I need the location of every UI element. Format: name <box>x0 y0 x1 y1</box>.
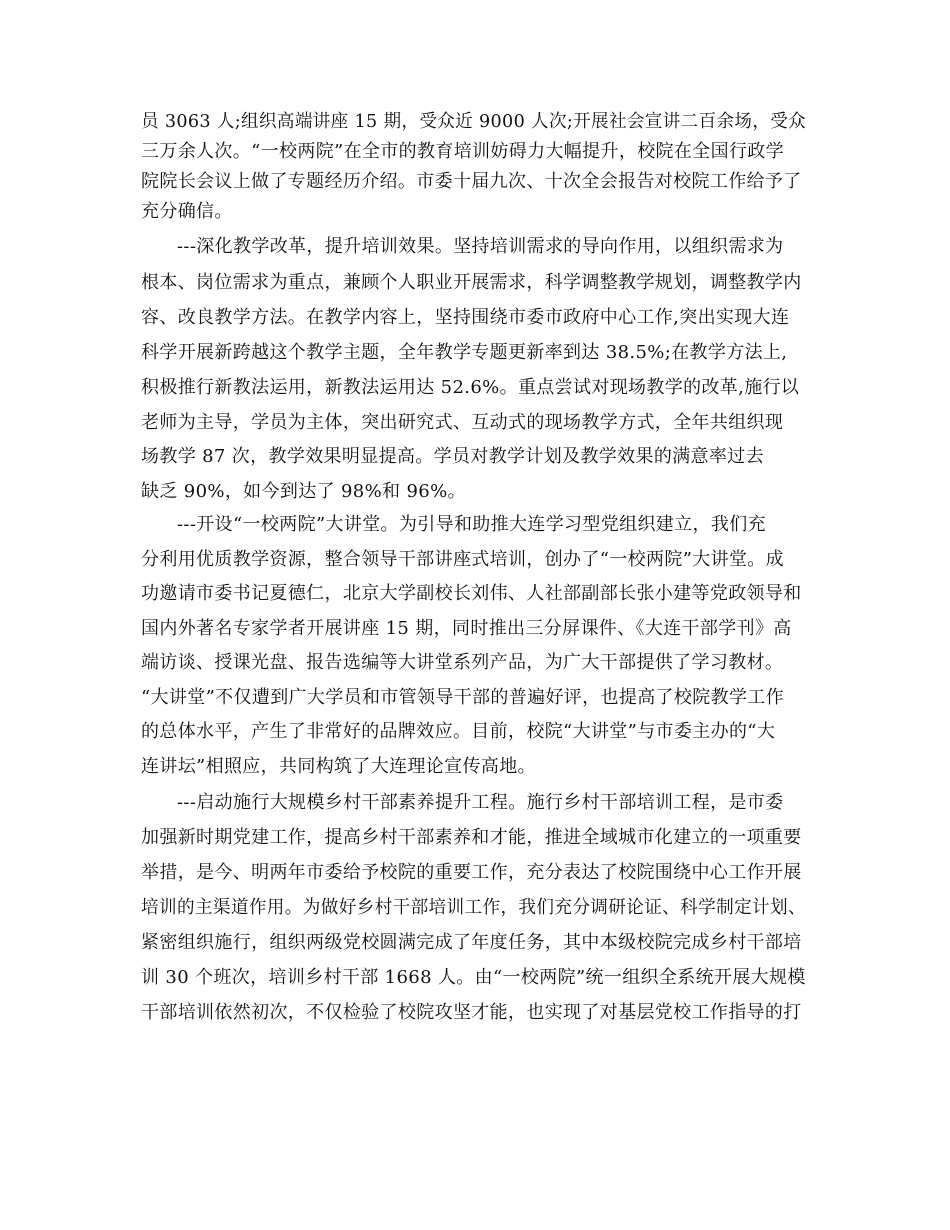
text-line: 紧密组织施行，组织两级党校圆满完成了年度任务，其中本级校院完成乡村干部培 <box>141 932 802 953</box>
text-line: 科学开展新跨越这个教学主题，全年教学专题更新率到达 38.5%;在教学方法上, <box>141 342 788 363</box>
paragraph-start-line: ---深化教学改革，提升培训效果。坚持培训需求的导向作用，以组织需求为 <box>177 236 784 257</box>
text-line: 三万余人次。“一校两院”在全市的教育培训妨碍力大幅提升，校院在全国行政学 <box>141 141 785 162</box>
text-line: 连讲坛”相照应，共同构筑了大连理论宣传高地。 <box>141 756 536 777</box>
text-line: 举措，是今、明两年市委给予校院的重要工作，充分表达了校院围绕中心工作开展 <box>141 862 802 883</box>
text-line: 培训的主渠道作用。为做好乡村干部培训工作，我们充分调研论证、科学制定计划、 <box>141 897 806 918</box>
text-line: 功邀请市委书记夏德仁，北京大学副校长刘伟、人社部副部长张小建等党政领导和 <box>141 583 802 604</box>
text-line: 充分确信。 <box>141 201 233 222</box>
text-line: 干部培训依然初次，不仅检验了校院攻坚才能，也实现了对基层党校工作指导的打 <box>141 1002 802 1023</box>
text-line: 缺乏 90%，如今到达了 98%和 96%。 <box>141 481 466 502</box>
text-line: 的总体水平，产生了非常好的品牌效应。目前，校院“大讲堂”与市委主办的“大 <box>141 721 776 742</box>
text-line: 分利用优质教学资源，整合领导干部讲座式培训，创办了“一校两院”大讲堂。成 <box>141 549 785 570</box>
text-line: 训 30 个班次，培训乡村干部 1668 人。由“一校两院”统一组织全系统开展大规模 <box>141 967 806 988</box>
text-line: 院院长会议上做了专题经历介绍。市委十届九次、十次全会报告对校院工作给予了 <box>141 171 802 192</box>
text-line: 加强新时期党建工作，提高乡村干部素养和才能，推进全域城市化建立的一项重要 <box>141 827 802 848</box>
text-line: 场教学 87 次，教学效果明显提高。学员对教学计划及教学效果的满意率过去 <box>141 446 764 467</box>
text-line: 根本、岗位需求为重点，兼顾个人职业开展需求，科学调整教学规划，调整教学内 <box>141 272 802 293</box>
text-line: 老师为主导，学员为主体，突出研究式、互动式的现场教学方式，全年共组织现 <box>141 412 784 433</box>
text-line: 端访谈、授课光盘、报告选编等大讲堂系列产品，为广大干部提供了学习教材。 <box>141 652 784 673</box>
text-line: 员 3063 人;组织高端讲座 15 期，受众近 9000 人次;开展社会宣讲二百余场，受众 <box>141 111 807 132</box>
text-line: 国内外著名专家学者开展讲座 15 期，同时推出三分屏课件、《大连干部学刊》高 <box>141 618 792 639</box>
text-line: 积极推行新教法运用，新教法运用达 52.6%。重点尝试对现场教学的改革,施行以 <box>141 377 800 398</box>
text-line: 容、改良教学方法。在教学内容上，坚持围绕市委市政府中心工作,突出实现大连 <box>141 307 790 328</box>
text-line: “大讲堂”不仅遭到广大学员和市管领导干部的普遍好评，也提高了校院教学工作 <box>141 687 785 708</box>
paragraph-start-line: ---启动施行大规模乡村干部素养提升工程。施行乡村干部培训工程，是市委 <box>177 792 784 813</box>
paragraph-start-line: ---开设“一校两院”大讲堂。为引导和助推大连学习型党组织建立，我们充 <box>177 514 766 535</box>
